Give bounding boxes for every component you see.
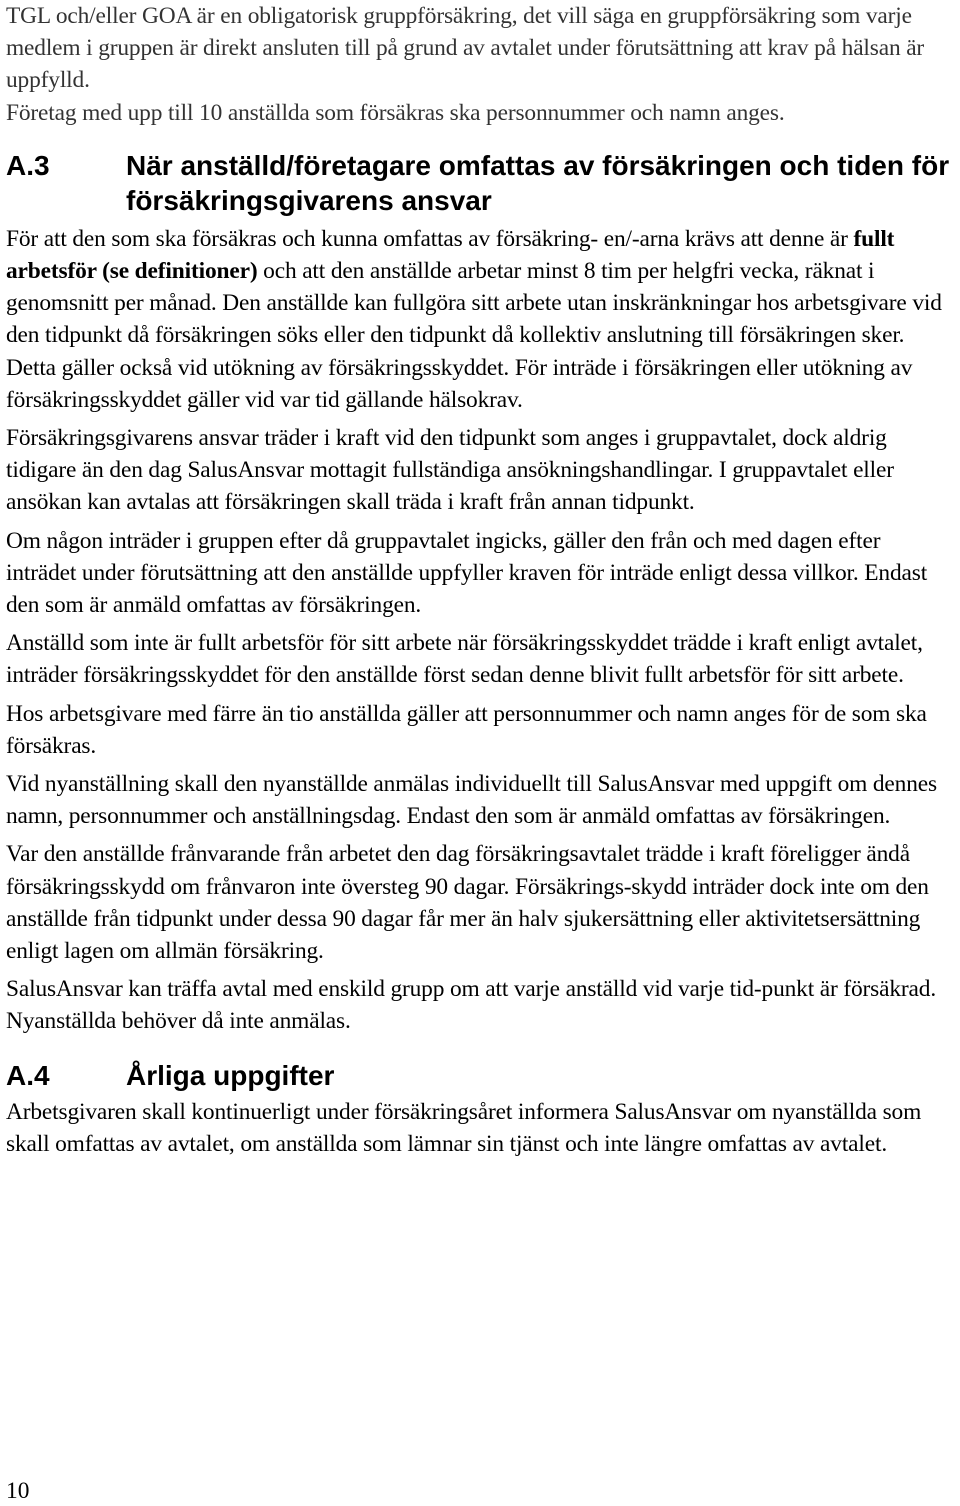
- body-text: För att den som ska försäkras och kunna omfattas av försäkring- en/-arna krävs att denne är: [6, 225, 848, 252]
- body-paragraph: Om någon inträder i gruppen efter då gruppavtalet ingicks, gäller den från och med dagen efter inträdet under förutsättning att den anställde uppfyller kraven för inträde enligt dessa villkor. Endast den som är anmäld omfattas av försäkringen.: [6, 527, 928, 619]
- page-number: 10: [6, 1478, 30, 1504]
- bold-term: fullt arbetsför (se definitioner): [6, 225, 895, 285]
- body-text: och att den anställde arbetar minst 8 tim per helgfri vecka, räknat i genomsnitt per månad. Den anställde kan fullgöra sitt arbete utan inskränkningar hos arbetsgivare vid den tidpunkt då försäkringen söks eller den tidpunkt då kollektiv anslutning till försäkringen sker. Detta gäller också vid utökning av försäkringsskyddet. För inträde i försäkringen eller utökning av försäkringsskyddet gäller vid var tid gällande hälsokrav.: [6, 258, 942, 413]
- document-body: [6, 0, 956, 1160]
- section-heading-a4: [6, 1058, 956, 1093]
- body-paragraph: Anställd som inte är fullt arbetsför för sitt arbete när försäkringsskyddet trädde i kraft enligt avtalet, inträder försäkringsskyddet för den anställde först sedan denne blivit fullt arbetsför för sitt arbete.: [6, 630, 923, 689]
- body-paragraph: Arbetsgivaren skall kontinuerligt under försäkringsåret informera SalusAnsvar om nyanställda som skall omfattas av avtalet, om anställda som lämnar sin tjänst och inte längre omfattas av avtalet.: [6, 1098, 922, 1157]
- body-paragraph: Hos arbetsgivare med färre än tio anställda gäller att personnummer och namn anges för de som ska försäkras.: [6, 700, 927, 759]
- section-number: A.4: [6, 1059, 50, 1091]
- section-title: När anställd/företagare omfattas av försäkringen och tiden för försäkringsgivarens ansvar: [126, 149, 950, 216]
- body-paragraph: Vid nyanställning skall den nyanställde anmälas individuellt till SalusAnsvar med uppgift om dennes namn, personnummer och anställningsdag. Endast den som är anmäld omfattas av försäkringen.: [6, 771, 937, 830]
- body-paragraph: Var den anställde frånvarande från arbetet den dag försäkringsavtalet trädde i kraft föreligger ändå försäkringsskydd om frånvaron inte översteg 90 dagar. Försäkrings-skydd inträder dock inte om den anställde från tidpunkt under dessa 90 dagar får mer än halv sjukersättning eller aktivitetsersättning enligt lagen om allmän försäkring.: [6, 841, 929, 965]
- intro-paragraph: Företag med upp till 10 anställda som försäkras ska personnummer och namn anges.: [6, 99, 785, 126]
- body-paragraph: SalusAnsvar kan träffa avtal med enskild grupp om att varje anställd vid varje tid-punkt är försäkrad. Nyanställda behöver då inte anmälas.: [6, 976, 937, 1035]
- intro-paragraph: TGL och/eller GOA är en obligatorisk gruppförsäkring, det vill säga en gruppförsäkring som varje medlem i gruppen är direkt ansluten till på grund av avtalet under förutsättning att krav på hälsan är uppfylld.: [6, 3, 925, 94]
- section-title: Årliga uppgifter: [126, 1059, 335, 1091]
- body-paragraph: [6, 223, 956, 416]
- section-heading-a3: [6, 148, 956, 218]
- section-number: A.3: [6, 149, 50, 181]
- body-paragraph: Försäkringsgivarens ansvar träder i kraft vid den tidpunkt som anges i gruppavtalet, dock aldrig tidigare än den dag SalusAnsvar mottagit fullständiga ansökningshandlingar. I gruppavtalet eller ansökan kan avtalas att försäkringen skall träda i kraft från annan tidpunkt.: [6, 425, 894, 516]
